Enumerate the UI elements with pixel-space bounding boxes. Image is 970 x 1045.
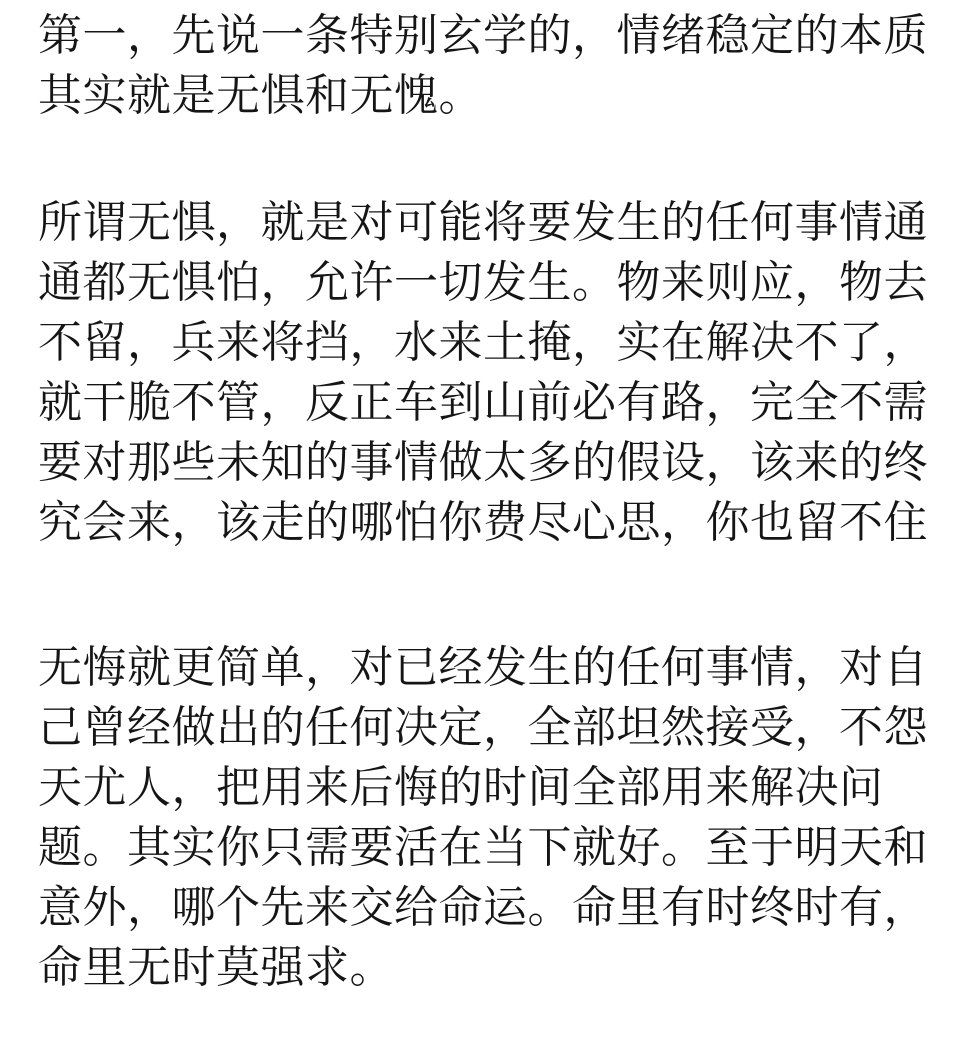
text-line: 所谓无惧，就是对可能将要发生的任何事情通 [38,197,928,248]
text-line: 究会来，该走的哪怕你费尽心思，你也留不住 [38,497,928,548]
text-line: 己曾经做出的任何决定，全部坦然接受，不怨 [38,702,928,753]
text-line: 要对那些未知的事情做太多的假设，该来的终 [38,437,928,488]
text-line: 意外，哪个先来交给命运。命里有时终时有， [38,882,928,933]
text-line: 天尤人，把用来后悔的时间全部用来解决问 [38,762,884,813]
paragraph-intro [38,6,938,126]
text-line: 通都无惧怕，允许一切发生。物来则应，物去 [38,257,928,308]
text-line: 无悔就更简单，对已经发生的任何事情，对自 [38,642,928,693]
text-line: 第一，先说一条特别玄学的，情绪稳定的本质 [38,10,928,61]
text-line: 命里无时莫强求。 [38,942,394,993]
paragraph-fearless [38,193,938,553]
paragraph-no-regret [38,638,938,998]
text-line: 其实就是无惧和无愧。 [38,70,483,121]
text-line: 题。其实你只需要活在当下就好。至于明天和 [38,822,928,873]
text-line: 就干脆不管，反正车到山前必有路，完全不需 [38,377,928,428]
text-line: 不留，兵来将挡，水来土掩，实在解决不了， [38,317,928,368]
